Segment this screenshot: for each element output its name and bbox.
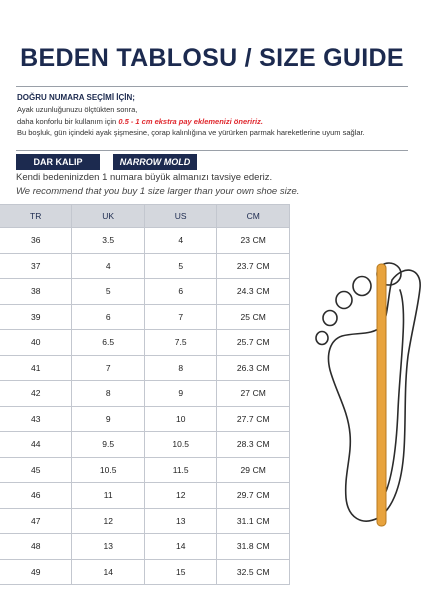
cell-cm: 28.3 CM — [217, 432, 290, 458]
cell-us: 14 — [144, 534, 217, 560]
table-row — [0, 559, 290, 585]
cell-tr: 41 — [0, 355, 72, 381]
cell-uk: 12 — [72, 508, 145, 534]
cell-cm: 24.3 CM — [217, 279, 290, 305]
cell-uk: 10.5 — [72, 457, 145, 483]
cell-cm: 31.8 CM — [217, 534, 290, 560]
table-row — [0, 508, 290, 534]
cell-cm: 26.3 CM — [217, 355, 290, 381]
instructions-line-2-prefix: daha konforlu bir kullanım için — [17, 116, 119, 126]
cell-uk: 3.5 — [72, 228, 145, 254]
table-row — [0, 304, 290, 330]
cell-tr: 39 — [0, 304, 72, 330]
cell-uk: 8 — [72, 381, 145, 407]
instructions-line-2 — [17, 116, 417, 128]
cell-uk: 9.5 — [72, 432, 145, 458]
cell-tr: 38 — [0, 279, 72, 305]
cell-us: 5 — [144, 253, 217, 279]
table-body — [0, 228, 290, 585]
table-row — [0, 330, 290, 356]
badge-narrow-mold: NARROW MOLD — [113, 154, 197, 170]
cell-us: 10.5 — [144, 432, 217, 458]
instructions-line-3: Bu boşluk, gün içindeki ayak şişmesine, çorap kalınlığına ve yürürken parmak hareketlerine uyum sağlar. — [17, 128, 365, 138]
cell-tr: 37 — [0, 253, 72, 279]
cell-uk: 5 — [72, 279, 145, 305]
cell-uk: 4 — [72, 253, 145, 279]
cell-uk: 6.5 — [72, 330, 145, 356]
cell-uk: 13 — [72, 534, 145, 560]
divider — [16, 150, 408, 151]
column-header-uk: UK — [72, 205, 145, 228]
recommendation-tr: Kendi bedeninizden 1 numara büyük almanızı tavsiye ederiz. — [16, 172, 273, 183]
cell-cm: 32.5 CM — [217, 559, 290, 585]
table-row — [0, 381, 290, 407]
cell-us: 8 — [144, 355, 217, 381]
cell-cm: 27 CM — [217, 381, 290, 407]
cell-uk: 7 — [72, 355, 145, 381]
table-row — [0, 483, 290, 509]
cell-us: 9 — [144, 381, 217, 407]
table-row — [0, 432, 290, 458]
badge-dar-kalip: DAR KALIP — [16, 154, 100, 170]
table-row — [0, 406, 290, 432]
table-row — [0, 228, 290, 254]
size-table — [0, 204, 290, 585]
cell-cm: 31.1 CM — [217, 508, 290, 534]
cell-cm: 25 CM — [217, 304, 290, 330]
table-row — [0, 457, 290, 483]
table-row — [0, 253, 290, 279]
cell-uk: 14 — [72, 559, 145, 585]
column-header-us: US — [144, 205, 217, 228]
instructions — [17, 92, 417, 139]
instructions-line-1: Ayak uzunluğunuzu ölçtükten sonra, — [17, 104, 138, 114]
cell-tr: 44 — [0, 432, 72, 458]
cell-us: 13 — [144, 508, 217, 534]
cell-us: 7.5 — [144, 330, 217, 356]
page-title: BEDEN TABLOSU / SIZE GUIDE — [20, 44, 404, 72]
table-row — [0, 279, 290, 305]
cell-cm: 29 CM — [217, 457, 290, 483]
cell-us: 15 — [144, 559, 217, 585]
cell-cm: 23 CM — [217, 228, 290, 254]
cell-us: 7 — [144, 304, 217, 330]
cell-us: 6 — [144, 279, 217, 305]
cell-cm: 29.7 CM — [217, 483, 290, 509]
cell-cm: 25.7 CM — [217, 330, 290, 356]
table-row — [0, 355, 290, 381]
cell-uk: 6 — [72, 304, 145, 330]
divider — [16, 86, 408, 87]
cell-tr: 47 — [0, 508, 72, 534]
cell-us: 12 — [144, 483, 217, 509]
cell-cm: 23.7 CM — [217, 253, 290, 279]
column-header-cm: CM — [217, 205, 290, 228]
cell-us: 11.5 — [144, 457, 217, 483]
cell-tr: 43 — [0, 406, 72, 432]
column-header-tr: TR — [0, 205, 72, 228]
cell-tr: 42 — [0, 381, 72, 407]
cell-tr: 36 — [0, 228, 72, 254]
cell-tr: 49 — [0, 559, 72, 585]
foot-outline-icon — [300, 260, 424, 530]
instructions-highlight: 0.5 - 1 cm ekstra pay eklemenizi öneririz. — [118, 116, 263, 126]
cell-us: 10 — [144, 406, 217, 432]
cell-tr: 45 — [0, 457, 72, 483]
table-header-row — [0, 205, 290, 228]
recommendation-en: We recommend that you buy 1 size larger than your own shoe size. — [16, 186, 300, 197]
instructions-heading: DOĞRU NUMARA SEÇİMİ İÇİN; — [17, 93, 135, 102]
cell-tr: 46 — [0, 483, 72, 509]
cell-tr: 40 — [0, 330, 72, 356]
table-row — [0, 534, 290, 560]
cell-uk: 9 — [72, 406, 145, 432]
cell-us: 4 — [144, 228, 217, 254]
cell-cm: 27.7 CM — [217, 406, 290, 432]
cell-uk: 11 — [72, 483, 145, 509]
cell-tr: 48 — [0, 534, 72, 560]
